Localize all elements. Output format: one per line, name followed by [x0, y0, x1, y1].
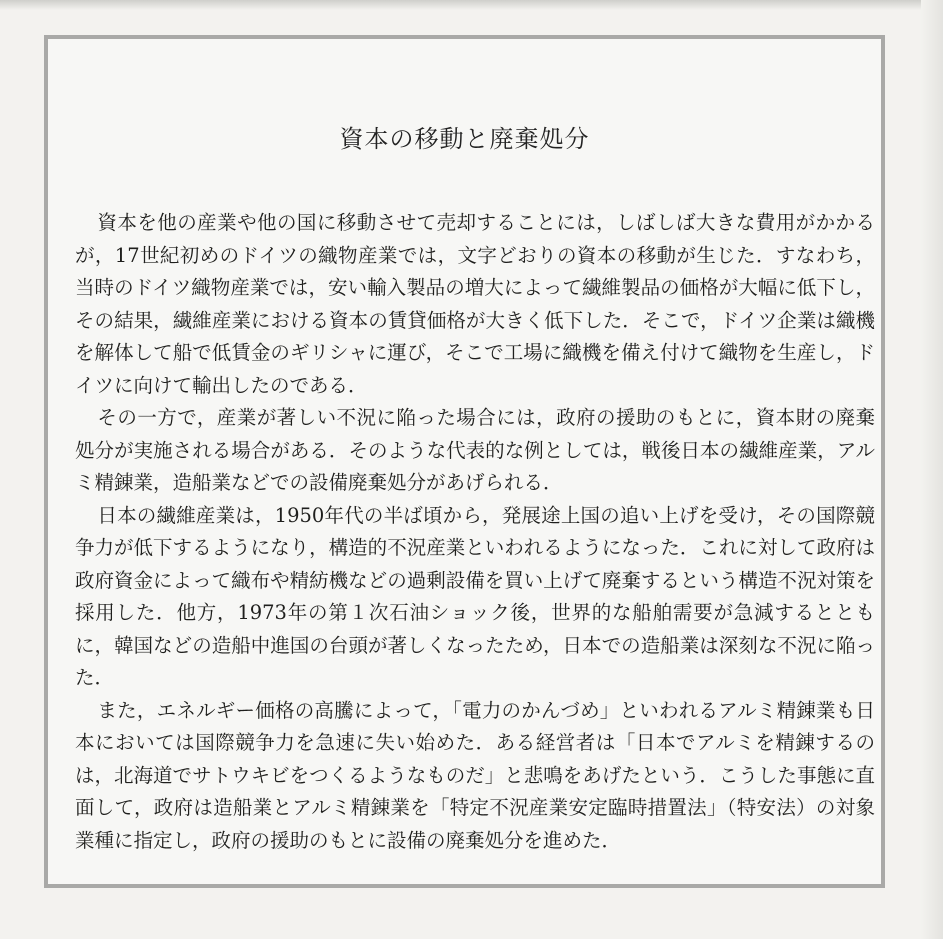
- column-box: [44, 35, 885, 888]
- page-top-edge: [0, 0, 943, 10]
- paragraph-2: その一方で，産業が著しい不況に陥った場合には，政府の援助のもとに，資本財の廃棄処分が実施される場合がある．そのような代表的な例としては，戦後日本の繊維産業，アルミ精錬業，造船業などでの設備廃棄処分があげられる．: [75, 406, 875, 494]
- box-body: [75, 207, 875, 857]
- page-binding-shadow: [921, 0, 943, 939]
- paragraph-1: 資本を他の産業や他の国に移動させて売却することには，しばしば大きな費用がかかるが，17世紀初めのドイツの織物産業では，文字どおりの資本の移動が生じた．すなわち，当時のドイツ織物産業では，安い輸入製品の増大によって繊維製品の価格が大幅に低下し，その結果，繊維産業における資本の賃貸価格が大きく低下した．そこで，ドイツ企業は織機を解体して船で低賃金のギリシャに運び，そこで工場に織機を備え付けて織物を生産し，ドイツに向けて輸出したのである．: [75, 211, 875, 397]
- box-title: 資本の移動と廃棄処分: [339, 125, 590, 153]
- paragraph-3: 日本の繊維産業は，1950年代の半ば頃から，発展途上国の追い上げを受け，その国際競争力が低下するようになり，構造的不況産業といわれるようになった．これに対して政府は政府資金によって織布や精紡機などの過剰設備を買い上げて廃棄するという構造不況対策を採用した．他方，1973年の第１次石油ショック後，世界的な船舶需要が急減するとともに，韓国などの造船中進国の台頭が著しくなったため，日本での造船業は深刻な不況に陥った．: [75, 503, 875, 689]
- paragraph-4: また，エネルギー価格の高騰によって，「電力のかんづめ」といわれるアルミ精錬業も日本においては国際競争力を急速に失い始めた．ある経営者は「日本でアルミを精錬するのは，北海道でサトウキビをつくるようなものだ」と悲鳴をあげたという．こうした事態に直面して，政府は造船業とアルミ精錬業を「特定不況産業安定臨時措置法」（特安法）の対象業種に指定し，政府の援助のもとに設備の廃棄処分を進めた．: [75, 698, 875, 852]
